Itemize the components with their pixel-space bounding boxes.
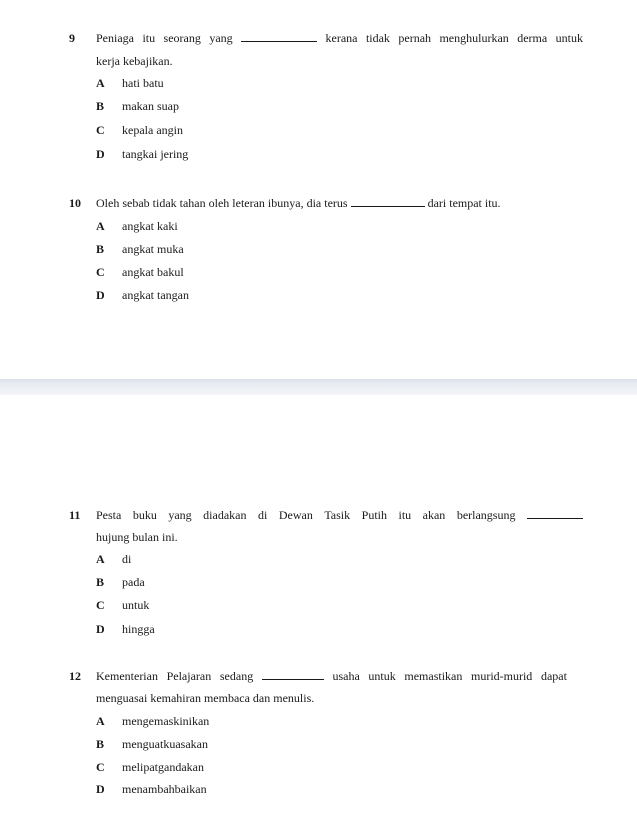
question-stem xyxy=(96,507,583,545)
option-c[interactable]: C melipatgandakan xyxy=(96,760,204,774)
option-d[interactable]: D tangkai jering xyxy=(96,147,189,161)
option-a[interactable]: A angkat kaki xyxy=(96,219,178,233)
option-a[interactable]: A hati batu xyxy=(96,76,164,90)
stem-line-1: Kementerian Pelajaran sedang usaha untuk memastikan murid-murid dapat xyxy=(96,669,567,683)
option-c[interactable]: C kepala angin xyxy=(96,123,183,137)
page-break xyxy=(0,379,637,395)
question-number: 11 xyxy=(69,508,81,522)
answer-blank xyxy=(527,507,583,519)
option-b[interactable]: B angkat muka xyxy=(96,242,184,256)
question-stem xyxy=(96,668,567,706)
stem-line-1: Oleh sebab tidak tahan oleh leteran ibunya, dia terus dari tempat itu. xyxy=(96,196,501,210)
stem-line-1: Pesta buku yang diadakan di Dewan Tasik Putih itu akan berlangsung xyxy=(96,507,583,523)
stem-line-2: hujung bulan ini. xyxy=(96,530,178,544)
option-d[interactable]: D menambahbaikan xyxy=(96,782,207,796)
option-d[interactable]: D hingga xyxy=(96,622,155,636)
option-a[interactable]: A mengemaskinikan xyxy=(96,714,210,728)
stem-line-1: Peniaga itu seorang yang kerana tidak pernah menghulurkan derma untuk xyxy=(96,31,583,45)
answer-blank xyxy=(351,195,425,207)
answer-blank xyxy=(262,668,324,680)
question-number: 9 xyxy=(69,31,75,45)
option-a[interactable]: A di xyxy=(96,552,132,566)
answer-blank xyxy=(241,30,317,42)
option-b[interactable]: B makan suap xyxy=(96,99,179,113)
option-c[interactable]: C angkat bakul xyxy=(96,265,184,279)
option-d[interactable]: D angkat tangan xyxy=(96,288,189,302)
option-b[interactable]: B pada xyxy=(96,575,145,589)
question-number: 12 xyxy=(69,669,81,683)
option-b[interactable]: B menguatkuasakan xyxy=(96,737,208,751)
stem-line-2: kerja kebajikan. xyxy=(96,54,173,68)
stem-line-2: menguasai kemahiran membaca dan menulis. xyxy=(96,691,315,705)
option-c[interactable]: C untuk xyxy=(96,598,150,612)
question-stem xyxy=(96,30,583,69)
question-number: 10 xyxy=(69,196,81,210)
question-stem xyxy=(96,195,583,211)
